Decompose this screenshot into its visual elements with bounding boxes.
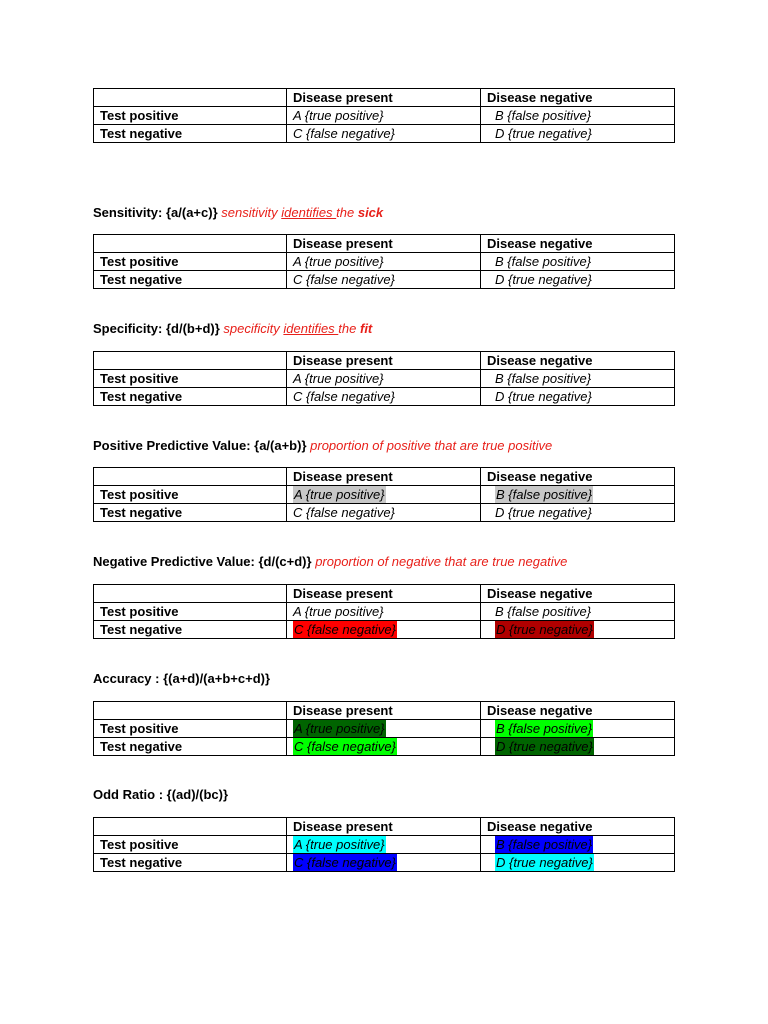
specificity-note-emphasis: fit [359, 321, 373, 336]
accuracy-table [93, 701, 675, 756]
accuracy-formula: Accuracy : {(a+d)/(a+b+c+d)} [93, 671, 271, 686]
row-label-test-negative: Test negative [94, 125, 287, 143]
cell-c [286, 854, 480, 872]
cell-b [480, 836, 674, 854]
cell-d [480, 854, 674, 872]
header-disease-present: Disease present [286, 89, 480, 107]
row-label-test-positive: Test positive [94, 253, 287, 271]
table-row-test-positive [94, 370, 675, 388]
ppv-heading [93, 437, 552, 455]
cell-c: C {false negative} [286, 271, 480, 289]
row-label-test-negative: Test negative [94, 621, 287, 639]
table-row-test-positive [94, 720, 675, 738]
contingency-table [93, 88, 675, 143]
sensitivity-note-text: sensitivity [221, 205, 282, 220]
specificity-note-underlined: identifies [283, 321, 339, 336]
cell-d: D {true negative} [480, 271, 674, 289]
npv-table [93, 584, 675, 639]
header-disease-present: Disease present [286, 702, 480, 720]
header-disease-negative: Disease negative [480, 89, 674, 107]
sensitivity-note [221, 205, 383, 220]
cell-a [286, 486, 480, 504]
accuracy-section [93, 670, 593, 754]
specificity-formula: Specificity: {d/(b+d)} [93, 321, 220, 336]
header-empty-cell [94, 468, 287, 486]
table-row-test-negative [94, 388, 675, 406]
cell-d [480, 621, 674, 639]
highlight-c: C {false negative} [293, 622, 396, 637]
header-empty-cell [94, 702, 287, 720]
sensitivity-note-underlined: identifies [281, 205, 337, 220]
cell-a: A {true positive} [286, 603, 480, 621]
accuracy-heading [93, 670, 270, 688]
ppv-formula: Positive Predictive Value: {a/(a+b)} [93, 438, 307, 453]
highlight-a: A {true positive} [293, 487, 385, 502]
header-empty-cell [94, 585, 287, 603]
highlight-d: D {true negative} [495, 739, 593, 754]
cell-b: B {false positive} [480, 253, 674, 271]
row-label-test-negative: Test negative [94, 271, 287, 289]
header-empty-cell [94, 818, 287, 836]
table-row-test-positive [94, 107, 675, 125]
cell-b [480, 486, 674, 504]
row-label-test-negative: Test negative [94, 504, 287, 522]
table-row-test-positive [94, 836, 675, 854]
cell-a [286, 836, 480, 854]
table-header-row [94, 352, 675, 370]
cell-c [286, 738, 480, 756]
row-label-test-negative: Test negative [94, 388, 287, 406]
table-row-test-positive [94, 603, 675, 621]
header-disease-present: Disease present [286, 468, 480, 486]
cell-c [286, 621, 480, 639]
table-header-row [94, 89, 675, 107]
highlight-a: A {true positive} [293, 721, 385, 736]
header-disease-negative: Disease negative [480, 468, 674, 486]
header-disease-negative: Disease negative [480, 352, 674, 370]
ppv-section [93, 437, 593, 520]
highlight-d: D {true negative} [495, 855, 593, 870]
sensitivity-table [93, 234, 675, 289]
table-header-row [94, 468, 675, 486]
row-label-test-positive: Test positive [94, 720, 287, 738]
table-row-test-negative [94, 621, 675, 639]
table-row-test-positive [94, 486, 675, 504]
cell-a: A {true positive} [286, 107, 480, 125]
row-label-test-negative: Test negative [94, 738, 287, 756]
table-header-row [94, 235, 675, 253]
cell-a: A {true positive} [286, 253, 480, 271]
cell-a [286, 720, 480, 738]
header-disease-negative: Disease negative [480, 235, 674, 253]
table-row-test-negative [94, 504, 675, 522]
table-header-row [94, 818, 675, 836]
specificity-heading [93, 320, 372, 338]
cell-d [480, 738, 674, 756]
odds-ratio-formula: Odd Ratio : {(ad)/(bc)} [93, 787, 229, 802]
row-label-test-positive: Test positive [94, 603, 287, 621]
npv-note: proportion of negative that are true negative [315, 554, 568, 569]
cell-b [480, 720, 674, 738]
specificity-table [93, 351, 675, 406]
sensitivity-formula: Sensitivity: {a/(a+c)} [93, 205, 218, 220]
header-empty-cell [94, 235, 287, 253]
npv-section [93, 553, 593, 637]
table-row-test-positive [94, 253, 675, 271]
cell-c: C {false negative} [286, 504, 480, 522]
row-label-test-positive: Test positive [94, 107, 287, 125]
header-disease-present: Disease present [286, 818, 480, 836]
npv-heading [93, 553, 567, 571]
cell-d: D {true negative} [480, 504, 674, 522]
header-disease-negative: Disease negative [480, 585, 674, 603]
header-disease-present: Disease present [286, 585, 480, 603]
odds-ratio-heading [93, 786, 228, 804]
cell-d: D {true negative} [480, 388, 674, 406]
cell-c: C {false negative} [286, 125, 480, 143]
ppv-note: proportion of positive that are true positive [310, 438, 553, 453]
ppv-table [93, 467, 675, 522]
cell-c: C {false negative} [286, 388, 480, 406]
specificity-note [223, 321, 372, 336]
header-empty-cell [94, 89, 287, 107]
odds-ratio-table [93, 817, 675, 872]
table-row-test-negative [94, 271, 675, 289]
specificity-note-mid: the [338, 321, 360, 336]
header-disease-present: Disease present [286, 235, 480, 253]
cell-a: A {true positive} [286, 370, 480, 388]
sensitivity-section [93, 204, 593, 287]
cell-b: B {false positive} [480, 107, 674, 125]
row-label-test-positive: Test positive [94, 836, 287, 854]
table-row-test-negative [94, 854, 675, 872]
specificity-section [93, 320, 593, 404]
specificity-note-text: specificity [223, 321, 284, 336]
sensitivity-note-mid: the [336, 205, 358, 220]
header-disease-negative: Disease negative [480, 818, 674, 836]
table-row-test-negative [94, 738, 675, 756]
table-row-test-negative [94, 125, 675, 143]
cell-b: B {false positive} [480, 603, 674, 621]
highlight-c: C {false negative} [293, 739, 396, 754]
row-label-test-negative: Test negative [94, 854, 287, 872]
npv-formula: Negative Predictive Value: {d/(c+d)} [93, 554, 312, 569]
cell-b: B {false positive} [480, 370, 674, 388]
header-empty-cell [94, 352, 287, 370]
sensitivity-note-emphasis: sick [357, 205, 384, 220]
table-header-row [94, 585, 675, 603]
header-disease-present: Disease present [286, 352, 480, 370]
highlight-c: C {false negative} [293, 855, 396, 870]
highlight-b: B {false positive} [495, 837, 593, 852]
row-label-test-positive: Test positive [94, 486, 287, 504]
table-header-row [94, 702, 675, 720]
highlight-b: B {false positive} [495, 721, 593, 736]
row-label-test-positive: Test positive [94, 370, 287, 388]
header-disease-negative: Disease negative [480, 702, 674, 720]
sensitivity-heading [93, 204, 383, 222]
cell-d: D {true negative} [480, 125, 674, 143]
highlight-b: B {false positive} [495, 487, 593, 502]
highlight-a: A {true positive} [293, 837, 385, 852]
odds-ratio-section [93, 786, 593, 870]
highlight-d: D {true negative} [495, 622, 593, 637]
